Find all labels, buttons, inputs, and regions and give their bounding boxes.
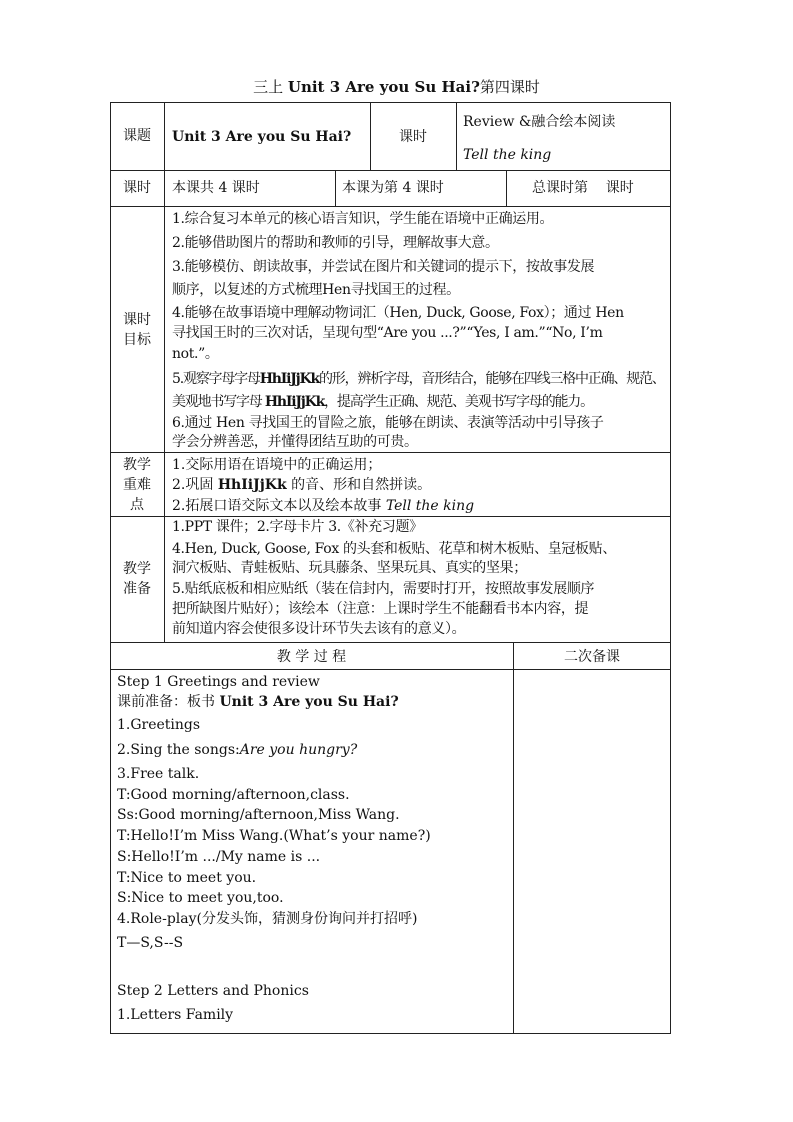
dialog-line: S:Hello!I’m .../My name is ... xyxy=(117,849,321,865)
lesson-type-value-1: Review &融合绘本阅读 xyxy=(463,114,616,130)
dialog-line: T:Hello!I’m Miss Wang.(What’s your name?) xyxy=(117,828,431,844)
goal-line: 4.能够在故事语境中理解动物词汇（Hen, Duck, Goose, Fox）；通过 Hen xyxy=(172,305,624,321)
prep-label-2: 准备 xyxy=(123,581,151,597)
column-divider xyxy=(506,170,507,206)
process-line: 4.Role-play(分发头饰，猜测身份询问并打招呼) xyxy=(117,911,418,927)
goal-line: 2.能够借助图片的帮助和教师的引导，理解故事大意。 xyxy=(172,235,499,251)
key-points-label-1: 教学 xyxy=(123,457,151,473)
step-1-prep: 课前准备：板书 Unit 3 Are you Su Hai? xyxy=(117,694,399,710)
process-line: T—S,S--S xyxy=(117,935,184,951)
hours-label: 课时 xyxy=(123,180,151,196)
key-points-label-2: 重难 xyxy=(123,477,151,493)
prep-line: 把所缺图片贴好）；该绘本（注意：上课时学生不能翻看书本内容，提 xyxy=(172,601,589,617)
goal-line: 3.能够模仿、朗读故事，并尝试在图片和关键词的提示下，按故事发展 xyxy=(172,259,595,275)
process-header: 教 学 过 程 xyxy=(276,649,347,665)
document-title: 三上 Unit 3 Are you Su Hai?第四课时 xyxy=(253,78,540,96)
key-point-line: 2.拓展口语交际文本以及绘本故事 Tell the king xyxy=(172,498,475,514)
topic-value: Unit 3 Are you Su Hai? xyxy=(172,129,352,145)
goal-line-5b: 美观地书写字母 HhIiJjKk，提高学生正确、规范、美观书写字母的能力。 xyxy=(172,394,593,410)
prep-label-1: 教学 xyxy=(123,561,151,577)
process-line: 1.Greetings xyxy=(117,717,201,733)
goal-line: 6.通过 Hen 寻找国王的冒险之旅，能够在朗读、表演等活动中引导孩子 xyxy=(172,415,604,431)
dialog-line: S:Nice to meet you,too. xyxy=(117,890,284,906)
prep-line: 前知道内容会使很多设计环节失去该有的意义）。 xyxy=(172,621,466,637)
goals-label-2: 目标 xyxy=(123,332,151,348)
goal-line: 顺序，以复述的方式梳理Hen寻找国王的过程。 xyxy=(172,282,460,298)
goal-line: 学会分辨善恶，并懂得团结互助的可贵。 xyxy=(172,434,418,450)
key-points-label-3: 点 xyxy=(130,497,144,513)
dialog-line: Ss:Good morning/afternoon,Miss Wang. xyxy=(117,807,400,823)
key-point-line: 2.巩固 HhIiJjKk 的音、形和自然拼读。 xyxy=(172,477,432,493)
column-divider xyxy=(335,170,336,206)
lesson-type-value-2: Tell the king xyxy=(463,147,552,163)
row-divider xyxy=(110,669,671,670)
second-prep-header: 二次备课 xyxy=(564,649,620,665)
hours-total: 本课共 4 课时 xyxy=(172,180,260,196)
row-divider xyxy=(110,206,671,207)
row-divider xyxy=(110,170,671,171)
hours-overall: 总课时第 课时 xyxy=(532,180,634,196)
step-2-title: Step 2 Letters and Phonics xyxy=(117,983,309,999)
goal-line: not.”。 xyxy=(172,346,219,362)
dialog-line: T:Good morning/afternoon,class. xyxy=(117,787,350,803)
goal-line: 1.综合复习本单元的核心语言知识，学生能在语境中正确运用。 xyxy=(172,211,554,227)
column-divider xyxy=(164,102,165,642)
process-line: 2.Sing the songs:Are you hungry? xyxy=(117,742,358,758)
process-line: 1.Letters Family xyxy=(117,1007,234,1023)
row-divider xyxy=(110,452,671,453)
key-point-line: 1.交际用语在语境中的正确运用； xyxy=(172,457,382,473)
prep-line: 4.Hen, Duck, Goose, Fox 的头套和板贴、花草和树木板贴、皇冠板贴、 xyxy=(172,541,616,557)
prep-line: 5.贴纸底板和相应贴纸（装在信封内，需要时打开，按照故事发展顺序 xyxy=(172,581,595,597)
row-divider xyxy=(110,642,671,643)
prep-line: 1.PPT 课件；2.字母卡片 3.《补充习题》 xyxy=(172,519,423,535)
goal-line: 寻找国王时的三次对话，呈现句型“Are you ...?”“Yes, I am.”“No, I’m xyxy=(172,325,603,341)
hours-current: 本课为第 4 课时 xyxy=(342,180,444,196)
column-divider xyxy=(513,642,514,1034)
goals-label-1: 课时 xyxy=(123,312,151,328)
row-divider xyxy=(110,516,671,517)
lesson-type-label: 课时 xyxy=(399,129,427,145)
dialog-line: T:Nice to meet you. xyxy=(117,870,257,886)
prep-line: 洞穴板贴、青蛙板贴、玩具藤条、坚果玩具、真实的坚果； xyxy=(172,560,527,576)
topic-label: 课题 xyxy=(123,128,151,144)
step-1-title: Step 1 Greetings and review xyxy=(117,674,320,690)
goal-line-5a: 5.观察字母字母HhIiJjKk的形，辨析字母，音形结合，能够在四线三格中正确、规范、 xyxy=(172,371,665,387)
process-line: 3.Free talk. xyxy=(117,766,200,782)
column-divider xyxy=(456,102,457,170)
